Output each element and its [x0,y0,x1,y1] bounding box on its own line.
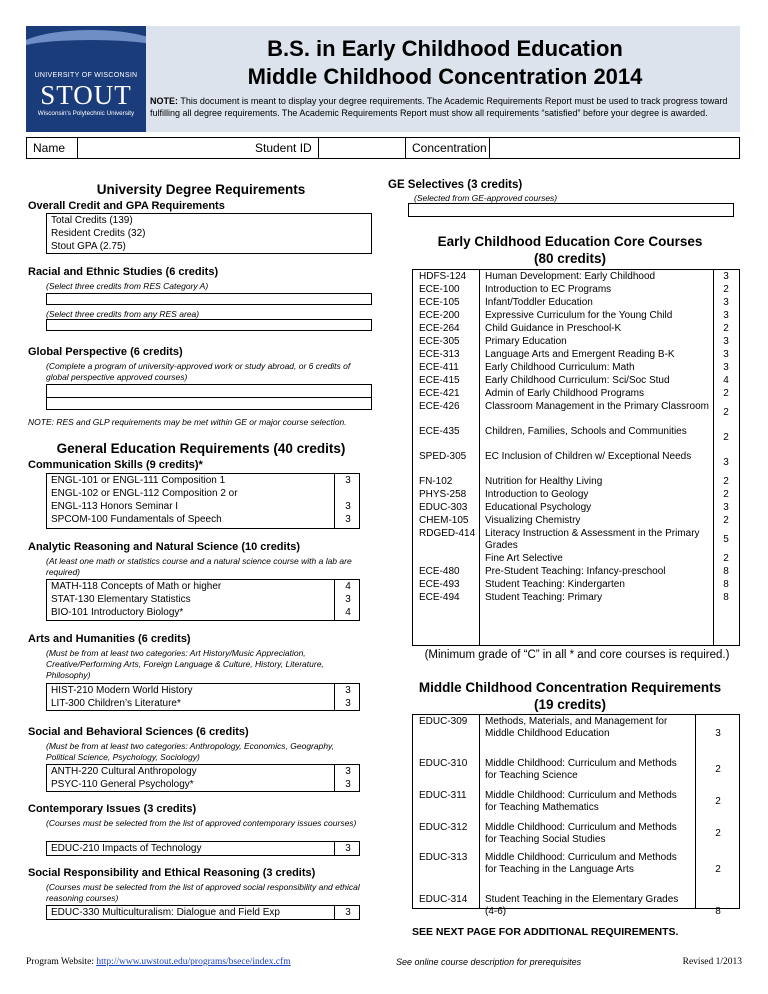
sbs-box [46,764,360,792]
course-credits: 2 [723,515,729,526]
course-credits: 3 [345,766,351,777]
concentration-field[interactable] [491,138,739,158]
course-credits: 8 [723,566,729,577]
res-title: Racial and Ethnic Studies (6 credits) [28,266,219,278]
course-credits: 2 [715,864,721,875]
header-note [150,96,736,119]
uw-stout-logo [26,26,146,132]
university-requirements-title: University Degree Requirements [96,182,306,197]
ah-box [46,683,360,711]
course-title: Early Childhood Curriculum: Math [485,362,635,373]
course-name: MATH-118 Concepts of Math or higher [51,581,222,592]
course-title: Language Arts and Emergent Reading B-K [485,349,675,360]
res-entry-any[interactable] [46,319,372,331]
divider [334,580,335,620]
divider [47,397,371,398]
course-title: Pre-Student Teaching: Infancy-preschool [485,566,666,577]
course-name: EDUC-210 Impacts of Technology [51,843,202,854]
course-credits: 2 [723,553,729,564]
course-credits: 2 [715,796,721,807]
course-title: Student Teaching: Kindergarten [485,579,625,590]
course-title: Nutrition for Healthy Living [485,476,603,487]
glp-entry-box[interactable] [46,384,372,410]
page-title-line-2: Middle Childhood Concentration 2014 [247,64,643,89]
res-entry-a[interactable] [46,293,372,305]
res-note-2: (Select three credits from any RES area) [46,309,200,319]
course-credits: 3 [345,907,351,918]
course-credits: 4 [345,581,351,592]
name-field[interactable] [79,138,253,158]
ci-title: Contemporary Issues (3 credits) [28,803,197,815]
res-glp-note: NOTE: RES and GLP requirements may be met within GE or major course selection. [28,417,347,427]
course-credits: 3 [345,501,351,512]
divider [318,138,319,158]
course-code: EDUC-310 [419,758,468,769]
course-code: ECE-100 [419,284,460,295]
mcc-courses-table [412,714,740,917]
course-code: ECE-415 [419,375,460,386]
core-courses-table [412,269,740,646]
logo-line-2: STOUT [40,80,132,110]
course-title: Early Childhood Curriculum: Sci/Soc Stud [485,375,670,386]
course-credits: 3 [345,514,351,525]
course-title: Introduction to Geology [485,489,589,500]
course-credits: 2 [723,323,729,334]
sr-title: Social Responsibility and Ethical Reasoning (3 credits) [28,867,316,879]
course-credits: 8 [723,592,729,603]
course-title: Middle Childhood: Curriculum and Methods for Teaching Science [485,758,677,781]
ci-box [46,841,360,856]
course-name: LIT-300 Children’s Literature* [51,698,181,709]
concentration-label: Concentration [412,141,487,155]
course-code: ECE-426 [419,401,460,412]
course-credits: 2 [723,476,729,487]
course-credits: 3 [345,779,351,790]
comm-title: Communication Skills (9 credits)* [28,459,203,471]
glp-note: (Complete a program of university-approved work or study abroad, or 6 credits of global perspective approved courses) [46,361,351,382]
course-title: Middle Childhood: Curriculum and Methods for Teaching Mathematics [485,790,677,813]
course-credits: 4 [345,607,351,618]
list-item: Total Credits (139) [51,215,133,226]
course-title: Introduction to EC Programs [485,284,612,295]
course-credits: 3 [723,502,729,513]
student-id-label: Student ID [255,141,312,155]
course-code: ECE-421 [419,388,460,399]
course-title: Fine Art Selective [485,553,563,564]
course-credits: 3 [723,457,729,468]
program-website-link[interactable]: http://www.uwstout.edu/programs/bsece/index.cfm [96,957,291,967]
course-credits: 2 [723,284,729,295]
sr-note: (Courses must be selected from the list of approved social responsibility and ethical reasoning courses) [46,882,360,903]
divider [479,270,480,645]
sbs-note: (Must be from at least two categories: Anthropology, Economics, Geography, Political Science, Psychology, Sociology) [46,741,335,762]
course-credits: 8 [723,579,729,590]
course-credits: 3 [345,685,351,696]
mcc-title-line-1: Middle Childhood Concentration Requirements [418,680,722,695]
course-name: ENGL-101 or ENGL-111 Composition 1 [51,475,226,486]
course-credits: 2 [723,388,729,399]
course-name: STAT-130 Elementary Statistics [51,594,191,605]
course-credits: 2 [723,407,729,418]
course-code: RDGED-414 [419,528,476,539]
logo-line-3: Wisconsin's Polytechnic University [37,110,135,117]
course-title: Primary Education [485,336,567,347]
course-code: EDUC-303 [419,502,468,513]
core-title-line-2: (80 credits) [533,251,607,266]
course-title: Student Teaching: Primary [485,592,603,603]
course-name: ANTH-220 Cultural Anthropology [51,766,197,777]
course-title: Middle Childhood: Curriculum and Methods for Teaching Social Studies [485,822,677,845]
course-code: ECE-494 [419,592,460,603]
ah-title: Arts and Humanities (6 credits) [28,633,191,645]
ge-title: General Education Requirements (40 credits) [56,441,346,456]
divider [334,842,335,855]
course-credits: 4 [723,375,729,386]
course-title: Infant/Toddler Education [485,297,593,308]
course-title: Methods, Materials, and Management for Middle Childhood Education [485,716,668,739]
course-code: ECE-480 [419,566,460,577]
name-label: Name [33,141,66,155]
course-title: Visualizing Chemistry [485,515,581,526]
course-code: ECE-264 [419,323,460,334]
glp-title: Global Perspective (6 credits) [28,346,183,358]
ge-selectives-note: (Selected from GE-approved courses) [414,193,558,203]
mcc-title-line-2: (19 credits) [533,697,607,712]
divider [695,715,696,908]
course-name: BIO-101 Introductory Biology* [51,607,184,618]
course-code: EDUC-313 [419,852,468,863]
overall-credit-box [46,213,372,254]
header-note-label: NOTE: [150,96,178,106]
course-code: EDUC-312 [419,822,468,833]
list-item: Resident Credits (32) [51,228,146,239]
course-code: HDFS-124 [419,271,467,282]
course-credits: 2 [715,764,721,775]
course-code: ECE-411 [419,362,459,373]
divider [334,684,335,710]
ge-selectives-title: GE Selectives (3 credits) [388,179,523,191]
course-code: SPED-305 [419,451,467,462]
course-code: ECE-200 [419,310,460,321]
min-grade-note: (Minimum grade of “C” in all * and core courses is required.) [424,649,730,661]
see-next-page: SEE NEXT PAGE FOR ADDITIONAL REQUIREMENTS. [412,926,679,938]
prereq-note: See online course description for prerequisites [396,957,582,967]
core-title-line-1: Early Childhood Education Core Courses [437,234,703,249]
revised-date: Revised 1/2013 [682,957,742,967]
course-credits: 5 [723,534,729,545]
course-title: Middle Childhood: Curriculum and Methods for Teaching in the Language Arts [485,852,677,875]
course-credits: 3 [723,310,729,321]
student-id-field[interactable] [320,138,403,158]
program-website-label: Program Website: [26,957,97,967]
course-code: EDUC-311 [419,790,467,801]
course-title: Human Development: Early Childhood [485,271,656,282]
course-title: Student Teaching in the Elementary Grades (4-6) [485,894,679,917]
course-name: PSYC-110 General Psychology* [51,779,194,790]
logo-swoosh-icon [26,30,146,70]
divider [489,138,490,158]
course-title: Child Guidance in Preschool-K [485,323,622,334]
course-title: Children, Families, Schools and Communities [485,426,687,437]
course-code: ECE-305 [419,336,460,347]
student-info-bar [26,137,740,159]
list-item: Stout GPA (2.75) [51,241,126,252]
course-credits: 3 [723,362,729,373]
arns-note: (At least one math or statistics course and a natural science course with a lab are required) [46,556,352,577]
course-title: Literacy Instruction & Assessment in the Primary Grades [485,528,700,551]
course-code: FN-102 [419,476,453,487]
course-credits: 3 [345,475,351,486]
arns-box [46,579,360,621]
overall-credit-title: Overall Credit and GPA Requirements [28,200,225,212]
course-title: Admin of Early Childhood Programs [485,388,644,399]
comm-box [46,473,360,529]
course-title: EC Inclusion of Children w/ Exceptional Needs [485,451,692,462]
ci-note: (Courses must be selected from the list of approved contemporary issues courses) [46,818,357,828]
course-credits: 2 [723,432,729,443]
course-code: ECE-435 [419,426,460,437]
arns-title: Analytic Reasoning and Natural Science (10 credits) [28,541,301,553]
divider [405,138,406,158]
course-name: EDUC-330 Multiculturalism: Dialogue and Field Exp [51,907,280,918]
course-code: PHYS-258 [419,489,467,500]
course-name: SPCOM-100 Fundamentals of Speech [51,514,222,525]
divider [334,765,335,791]
course-credits: 2 [715,828,721,839]
sbs-title: Social and Behavioral Sciences (6 credits) [28,726,249,738]
header-note-text: This document is meant to display your degree requirements. The Academic Requirements Report must be used to track progress toward fulfilling all degree requirements. The Academic Requirements Report must show all requirements “satisfied” before your degree is awarded. [150,96,728,118]
divider [334,474,335,528]
page-title-line-1: B.S. in Early Childhood Education [267,36,623,61]
course-credits: 3 [345,698,351,709]
course-credits: 3 [723,297,729,308]
course-title: Classroom Management in the Primary Classroom [485,401,709,412]
course-name: ENGL-102 or ENGL-112 Composition 2 or [51,488,238,499]
res-note-1: (Select three credits from RES Category A) [46,281,209,291]
course-credits: 3 [345,843,351,854]
divider [77,138,78,158]
logo-line-1: UNIVERSITY OF WISCONSIN [34,72,138,79]
divider [334,906,335,919]
course-code: ECE-105 [419,297,460,308]
course-code: EDUC-309 [419,716,468,727]
course-credits: 3 [723,271,729,282]
course-credits: 3 [345,594,351,605]
course-code: CHEM-105 [419,515,469,526]
course-title: Educational Psychology [485,502,592,513]
divider [479,715,480,908]
divider [713,270,714,645]
sr-box [46,905,360,920]
course-credits: 8 [715,906,721,917]
course-title: Expressive Curriculum for the Young Child [485,310,673,321]
course-name: HIST-210 Modern World History [51,685,193,696]
ah-note: (Must be from at least two categories: Art History/Music Appreciation, Creative/Performing Arts, Foreign Language & Culture, History, Literature, Philosophy) [46,648,324,680]
course-credits: 2 [723,489,729,500]
course-code: ECE-313 [419,349,460,360]
program-website [26,956,291,968]
course-name: ENGL-113 Honors Seminar I [51,501,179,512]
course-code: EDUC-314 [419,894,468,905]
course-code: ECE-493 [419,579,460,590]
course-credits: 3 [715,728,721,739]
ge-selectives-entry[interactable] [408,203,734,217]
course-credits: 3 [723,349,729,360]
course-credits: 3 [723,336,729,347]
